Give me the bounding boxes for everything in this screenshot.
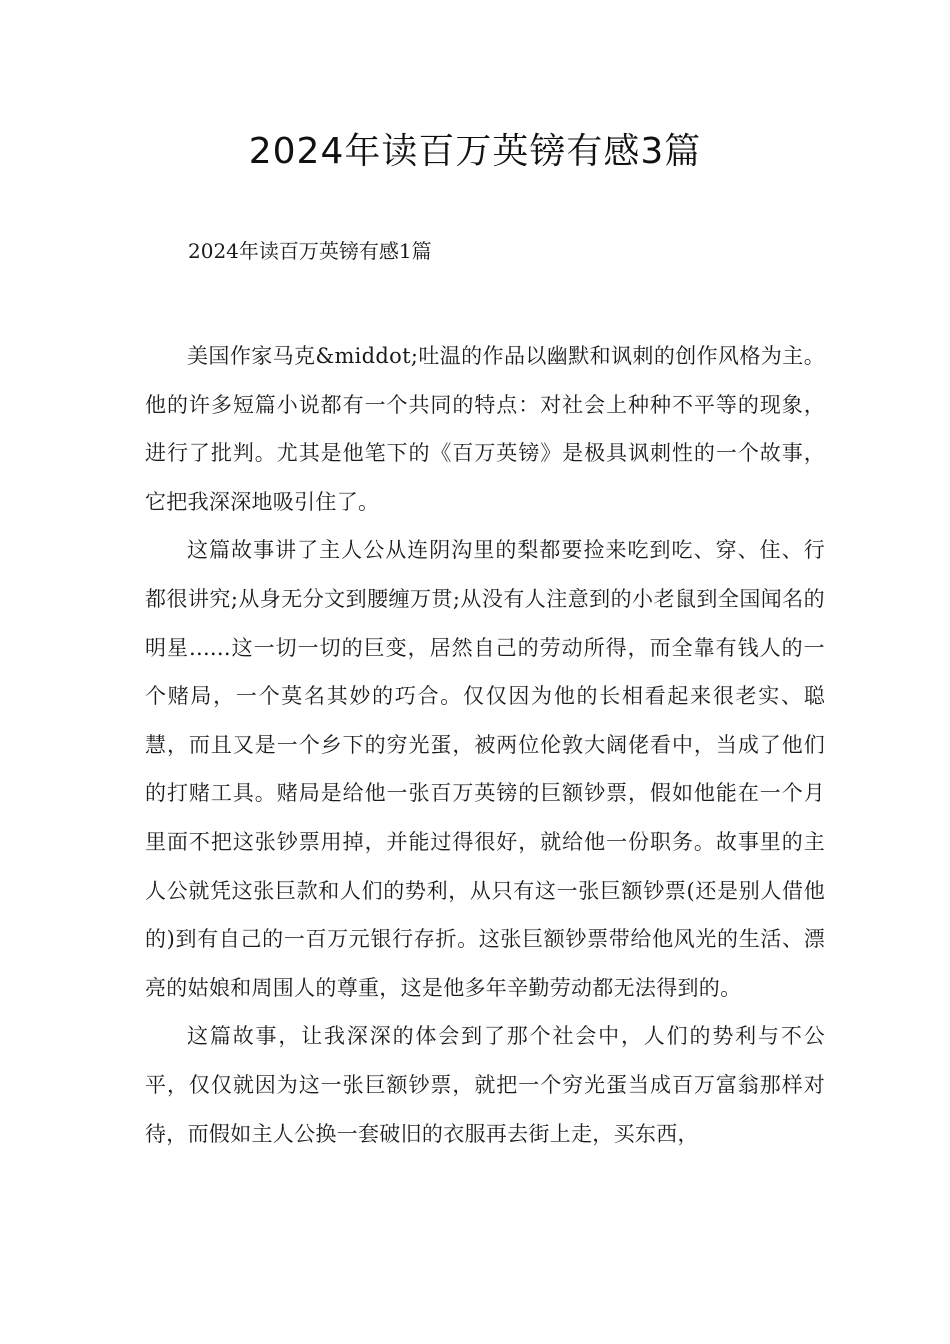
document-title: 2024年读百万英镑有感3篇: [248, 131, 702, 172]
section-subtitle: 2024年读百万英镑有感1篇: [188, 239, 432, 263]
paragraph-2: 这篇故事讲了主人公从连阴沟里的梨都要捡来吃到吃、穿、住、行都很讲究;从身无分文到腰缠万贯;从没有人注意到的小老鼠到全国闻名的明星......这一切一切的巨变，居然自己的劳动所得，而全靠有钱人的一个赌局，一个莫名其妙的巧合。仅仅因为他的长相看起来很老实、聪慧，而且又是一个乡下的穷光蛋，被两位伦敦大阔佬看中，当成了他们的打赌工具。赌局是给他一张百万英镑的巨额钞票，假如他能在一个月里面不把这张钞票用掉，并能过得很好，就给他一份职务。故事里的主人公就凭这张巨款和人们的势利，从只有这一张巨额钞票(还是别人借他的)到有自己的一百万元银行存折。这张巨额钞票带给他风光的生活、漂亮的姑娘和周围人的尊重，这是他多年辛勤劳动都无法得到的。: [145, 538, 825, 1000]
paragraph-3: 这篇故事，让我深深的体会到了那个社会中，人们的势利与不公平，仅仅就因为这一张巨额钞票，就把一个穷光蛋当成百万富翁那样对待，而假如主人公换一套破旧的衣服再去街上走，买东西，: [145, 1024, 825, 1146]
paragraph-1: 美国作家马克&middot;吐温的作品以幽默和讽刺的创作风格为主。他的许多短篇小说都有一个共同的特点：对社会上种种不平等的现象，进行了批判。尤其是他笔下的《百万英镑》是极具讽刺性的一个故事，它把我深深地吸引住了。: [145, 344, 825, 514]
body-text: [145, 332, 825, 1158]
